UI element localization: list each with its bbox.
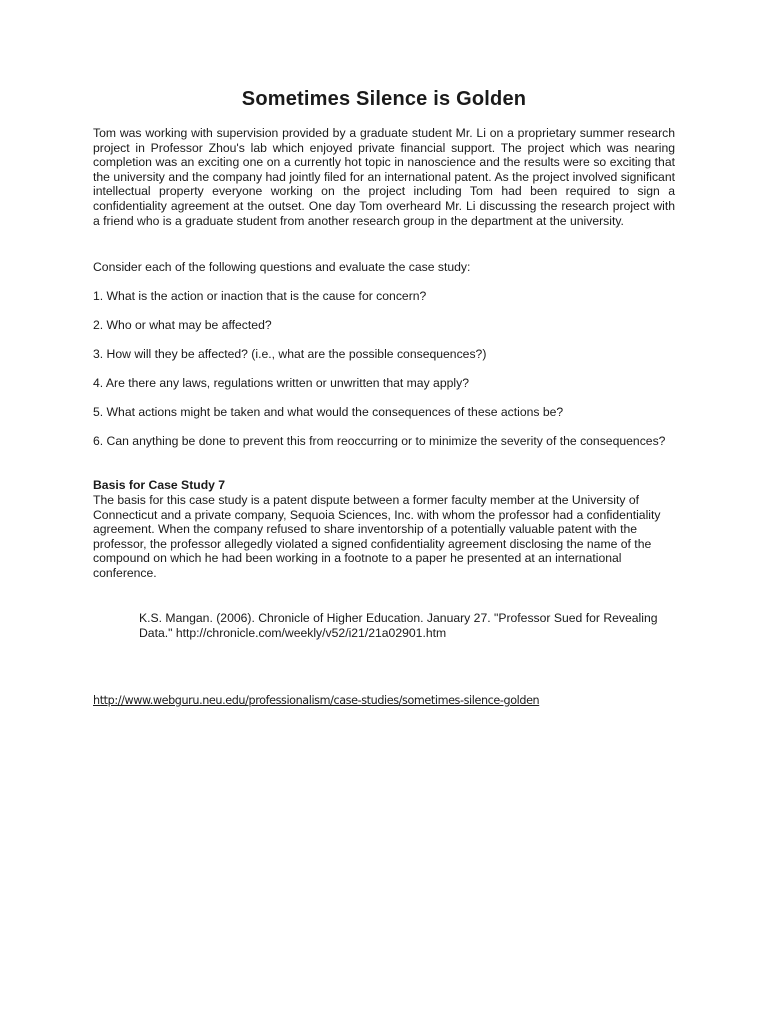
basis-paragraph: The basis for this case study is a patent dispute between a former faculty member at the University of Connecticut and a private company, Sequoia Sciences, Inc. with whom the professor had a confidentiality agreement. When the company refused to share inventorship of a potentially valuable patent with the professor, the professor allegedly violated a signed confidentiality agreement disclosing the name of the compound on which he had been working in a footnote to a paper he presented at an international conference. [93,493,661,580]
question-item: 1. What is the action or inaction that is the cause for concern? [93,289,427,303]
basis-heading: Basis for Case Study 7 [93,478,226,492]
question-item: 5. What actions might be taken and what would the consequences of these actions be? [93,405,564,419]
intro-paragraph: Tom was working with supervision provided by a graduate student Mr. Li on a proprietary summer research project in Professor Zhou's lab which enjoyed private financial support. The project which was nearing completion was an exciting one on a currently hot topic in nanoscience and the results were so exciting that the university and the company had jointly filed for an international patent. As the project involved significant intellectual property everyone working on the project including Tom had been required to sign a confidentiality agreement at the outset. One day Tom overheard Mr. Li discussing the research project with a friend who is a graduate student from another research group in the department at the university. [93,126,675,228]
question-item: 3. How will they be affected? (i.e., what are the possible consequences?) [93,347,487,361]
source-url-link[interactable]: http://www.webguru.neu.edu/professionalism/case-studies/sometimes-silence-golden [93,694,540,707]
citation-reference: K.S. Mangan. (2006). Chronicle of Higher Education. January 27. "Professor Sued for Revealing Data." http://chronicle.com/weekly/v52/i21/21a02901.htm [139,611,658,640]
question-item: 2. Who or what may be affected? [93,318,272,332]
question-item: 4. Are there any laws, regulations written or unwritten that may apply? [93,376,469,390]
document-title: Sometimes Silence is Golden [241,88,527,110]
consider-instruction: Consider each of the following questions and evaluate the case study: [93,260,471,274]
question-item: 6. Can anything be done to prevent this from reoccurring or to minimize the severity of the consequences? [93,434,666,448]
